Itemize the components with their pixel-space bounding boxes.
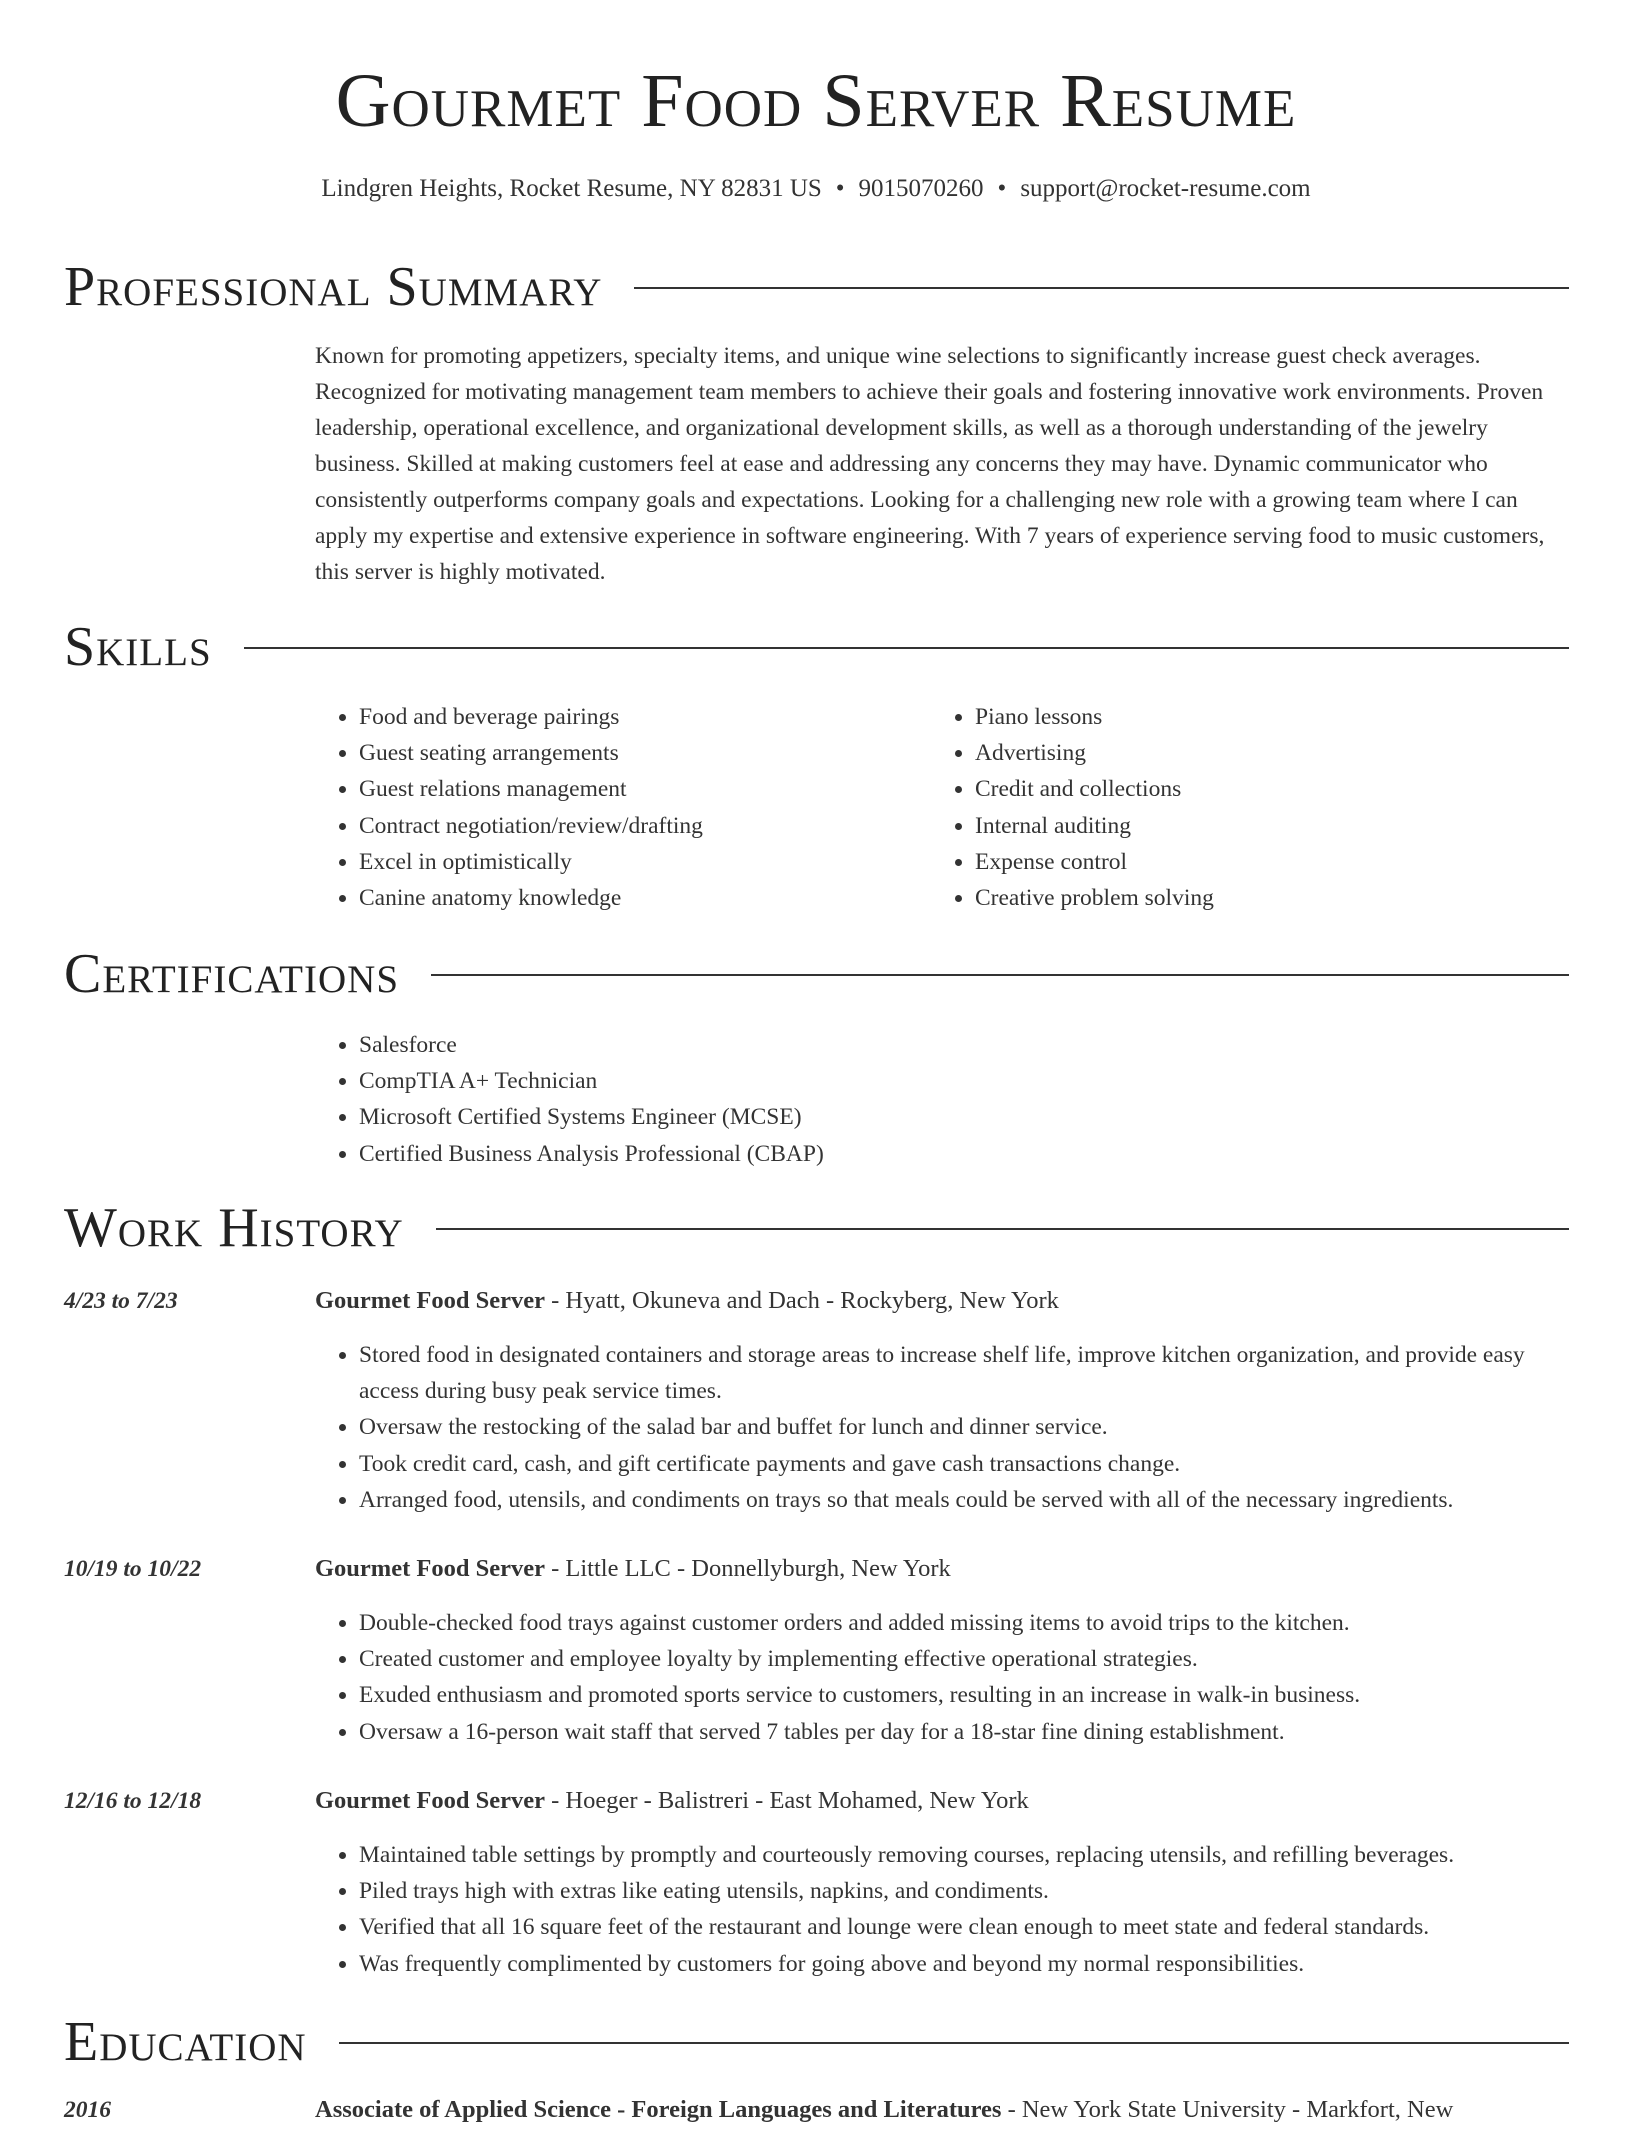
resume-title: Gourmet Food Server Resume <box>335 59 1297 143</box>
section-title: Work History <box>64 1197 404 1259</box>
job-duties <box>315 1337 1569 1518</box>
section-title: Skills <box>64 616 212 678</box>
duty-item: • Piled trays high with extras like eating utensils, napkins, and condiments. <box>359 1873 1569 1909</box>
duty-item: • Maintained table settings by promptly and courteously removing courses, replacing utensils, and refilling beverages. <box>359 1837 1569 1873</box>
summary-text: Known for promoting appetizers, specialty items, and unique wine selections to significantly increase guest check averages. Recognized for motivating management team members to achieve their goals and fostering innovative work environments. Proven leadership, operational excellence, and organizational development skills, as well as a thorough understanding of the jewelry business. Skilled at making customers feel at ease and addressing any concerns they may have. Dynamic communicator who consistently outperforms company goals and expectations. Looking for a challenging new role with a growing team where I can apply my expertise and extensive experience in software engineering. With 7 years of experience serving food to music customers, this server is highly motivated. <box>315 343 1545 585</box>
section-divider <box>339 2042 1569 2044</box>
certification-item: • CompTIA A+ Technician <box>359 1063 824 1099</box>
section-summary-header <box>64 255 1569 319</box>
education-year: 2016 <box>64 2097 111 2123</box>
skills-list <box>931 699 1214 916</box>
certifications <box>315 1027 824 1172</box>
section-divider <box>436 1228 1569 1230</box>
job-entry <box>64 1283 1569 1523</box>
skill-item: • Guest relations management <box>359 771 703 807</box>
skill-item: • Credit and collections <box>975 771 1214 807</box>
certification-item: • Salesforce <box>359 1027 824 1063</box>
job-duties <box>315 1837 1569 1982</box>
job-employer: - Hoeger - Balistreri - East Mohamed, New York <box>544 1787 1029 1814</box>
section-title: Professional Summary <box>64 256 603 318</box>
skill-item: • Excel in optimistically <box>359 844 703 880</box>
job-dates: 10/19 to 10/22 <box>64 1556 202 1582</box>
skill-item: • Piano lessons <box>975 699 1214 735</box>
job-duties <box>315 1605 1569 1750</box>
duty-item: • Oversaw a 16-person wait staff that served 7 tables per day for a 18-star fine dining establishment. <box>359 1714 1569 1750</box>
job-dates: 12/16 to 12/18 <box>64 1788 202 1814</box>
duties-list <box>315 1837 1569 1982</box>
duty-item: • Stored food in designated containers and storage areas to increase shelf life, improve kitchen organization, and provide easy access during busy peak service times. <box>359 1337 1569 1409</box>
contact-email: support@rocket-resume.com <box>1020 175 1311 202</box>
skills-column-right <box>931 699 1214 916</box>
job-employer: - Hyatt, Okuneva and Dach - Rockyberg, New York <box>544 1287 1059 1314</box>
duties-list <box>315 1605 1569 1750</box>
education-school: - New York State University - Markfort, New <box>1001 2096 1454 2123</box>
contact-phone: 9015070260 <box>858 175 984 202</box>
section-title: Education <box>64 2011 307 2073</box>
skill-item: • Guest seating arrangements <box>359 735 703 771</box>
section-education-header <box>64 2010 1569 2074</box>
skill-item: • Internal auditing <box>975 808 1214 844</box>
duty-item: • Verified that all 16 square feet of the restaurant and lounge were clean enough to meet state and federal standards. <box>359 1909 1569 1945</box>
job-entry <box>64 1551 1569 1751</box>
job-heading <box>315 1551 951 1587</box>
job-heading <box>315 1283 1059 1319</box>
certification-item: • Microsoft Certified Systems Engineer (MCSE) <box>359 1099 824 1135</box>
skill-item: • Canine anatomy knowledge <box>359 880 703 916</box>
section-skills-header <box>64 615 1569 679</box>
job-entry <box>64 1783 1569 1983</box>
job-dates: 4/23 to 7/23 <box>64 1288 178 1314</box>
education-degree <box>315 2092 1569 2128</box>
section-divider <box>431 974 1569 976</box>
section-divider <box>244 647 1569 649</box>
degree-name: Associate of Applied Science - Foreign Languages and Literatures <box>315 2096 1002 2123</box>
contact-separator: • <box>997 175 1007 202</box>
education-entry <box>64 2092 1569 2132</box>
skill-item: • Advertising <box>975 735 1214 771</box>
skills-column-left <box>315 699 703 916</box>
skill-item: • Contract negotiation/review/drafting <box>359 808 703 844</box>
job-title: Gourmet Food Server <box>315 1555 545 1582</box>
duty-item: • Oversaw the restocking of the salad bar and buffet for lunch and dinner service. <box>359 1409 1569 1445</box>
duty-item: • Created customer and employee loyalty by implementing effective operational strategies. <box>359 1641 1569 1677</box>
skill-item: • Creative problem solving <box>975 880 1214 916</box>
skills-list <box>315 699 703 916</box>
job-heading <box>315 1783 1029 1819</box>
certification-item: • Certified Business Analysis Professional (CBAP) <box>359 1136 824 1172</box>
duties-list <box>315 1337 1569 1518</box>
contact-separator: • <box>835 175 845 202</box>
duty-item: • Arranged food, utensils, and condiments on trays so that meals could be served with all of the necessary ingredients. <box>359 1482 1569 1518</box>
section-title: Certifications <box>64 943 400 1005</box>
section-certifications-header <box>64 942 1569 1006</box>
section-work-history-header <box>64 1196 1569 1260</box>
skill-item: • Food and beverage pairings <box>359 699 703 735</box>
duty-item: • Exuded enthusiasm and promoted sports service to customers, resulting in an increase in walk-in business. <box>359 1677 1569 1713</box>
certifications-list <box>315 1027 824 1172</box>
job-title: Gourmet Food Server <box>315 1787 545 1814</box>
contact-line <box>0 172 1632 206</box>
contact-address: Lindgren Heights, Rocket Resume, NY 82831 US <box>321 175 822 202</box>
section-divider <box>634 287 1569 289</box>
job-title: Gourmet Food Server <box>315 1287 545 1314</box>
skill-item: • Expense control <box>975 844 1214 880</box>
duty-item: • Was frequently complimented by customers for going above and beyond my normal responsibilities. <box>359 1946 1569 1982</box>
duty-item: • Took credit card, cash, and gift certificate payments and gave cash transactions change. <box>359 1446 1569 1482</box>
job-employer: - Little LLC - Donnellyburgh, New York <box>544 1555 951 1582</box>
duty-item: • Double-checked food trays against customer orders and added missing items to avoid trips to the kitchen. <box>359 1605 1569 1641</box>
